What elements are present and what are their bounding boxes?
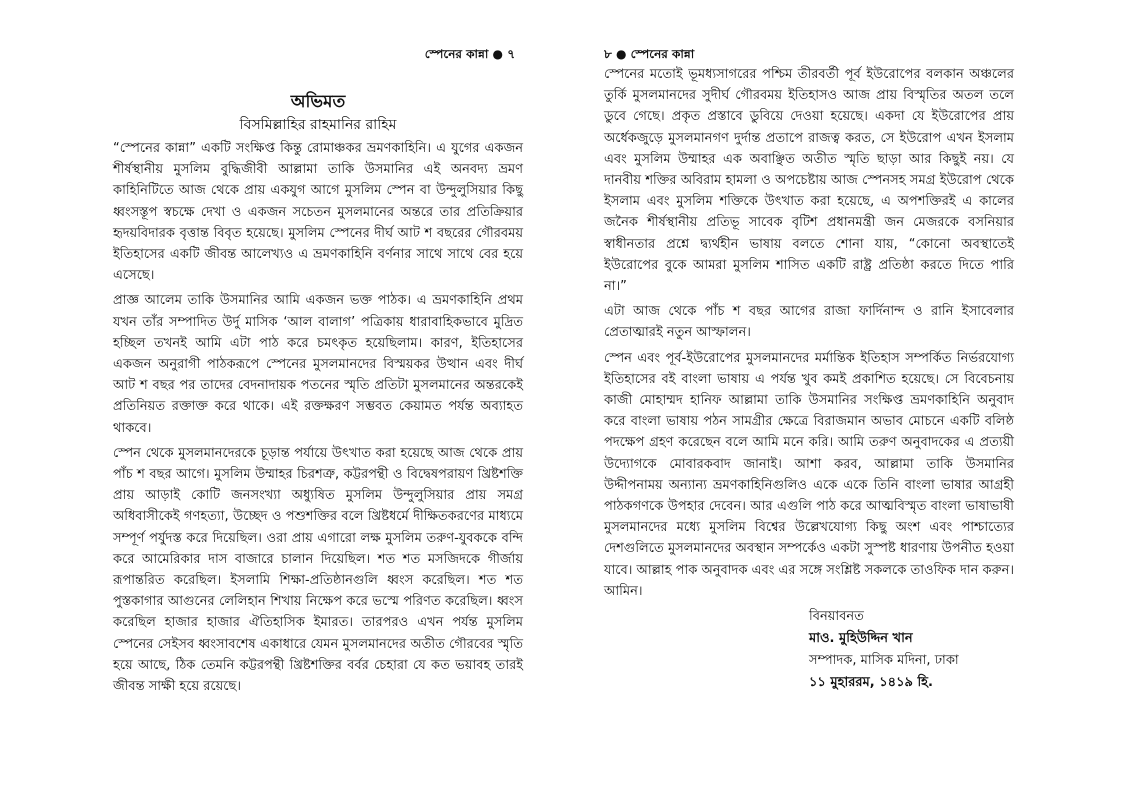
right-page (561, 0, 1122, 793)
paragraph: স্পেন এবং পূর্ব-ইউরোপের মুসলমানদের মর্মান্তিক ইতিহাস সম্পর্কিত নির্ভরযোগ্য ইতিহাসের বই বাংলা ভাষায় এ পর্যন্ত খুব কমই প্রকাশিত হয়েছে। সে বিবেচনায় কাজী মোহাম্মদ হানিফ আল্লামা তাকি উসমানির সংক্ষিপ্ত ভ্রমণকাহিনি অনুবাদ করে বাংলা ভাষায় পঠন সামগ্রীর ক্ষেত্রে বিরাজমান অভাব মোচনে একটি বলিষ্ঠ পদক্ষেপ গ্রহণ করেছেন বলে আমি মনে করি। আমি তরুণ অনুবাদকের এ প্রত্যয়ী উদ্যোগকে মোবারকবাদ জানাই। আশা করব, আল্লামা তাকি উসমানির উদ্দীপনাময় অন্যান্য ভ্রমণকাহিনিগুলিও একে একে তিনি বাংলা ভাষার আগ্রহী পাঠকগণকে উপহার দেবেন। আর এগুলি পাঠ করে আত্মবিস্মৃত বাংলা ভাষাভাষী মুসলমানদের মধ্যে মুসলিম বিশ্বের উল্লেখযোগ্য কিছু অংশ এবং পাশ্চাত্যের দেশগুলিতে মুসলমানদের অবস্থান সম্পর্কেও একটা সুস্পষ্ট ধারণায় উপনীত হওয়া যাবে। আল্লাহ পাক অনুবাদক এবং এর সঙ্গে সংশ্লিষ্ট সকলকে তাওফিক দান করুন। আমিন। (604, 350, 1014, 599)
paragraph: প্রাজ্ঞ আলেম তাকি উসমানির আমি একজন ভক্ত পাঠক। এ ভ্রমণকাহিনি প্রথম যখন তাঁর সম্পাদিত উর্দু মাসিক ‘আল বালাগ’ পত্রিকায় ধারাবাহিকভাবে মুদ্রিত হচ্ছিল তখনই আমি এটা পাঠ করে চমৎকৃত হয়েছিলাম। কারণ, ইতিহাসের একজন অনুরাগী পাঠকরূপে স্পেনের মুসলমানদের বিস্ময়কর উত্থান এবং দীর্ঘ আট শ বছর পর তাদের বেদনাদায়ক পতনের স্মৃতি প্রতিটা মুসলমানের অন্তরকেই প্রতিনিয়ত রক্তাক্ত করে থাকে। এই রক্তক্ষরণ সম্ভবত কেয়ামত পর্যন্ত অব্যাহত থাকবে। (113, 293, 523, 436)
running-head-right: ৮ ● স্পেনের কান্না (604, 47, 695, 61)
signature-date: ১১ মুহাররম, ১৪১৯ হি. (809, 675, 933, 691)
paragraph: “স্পেনের কান্না” একটি সংক্ষিপ্ত কিন্তু রোমাঞ্চকর ভ্রমণকাহিনি। এ যুগের একজন শীর্ষস্থানীয় মুসলিম বুদ্ধিজীবী আল্লামা তাকি উসমানির এই অনবদ্য ভ্রমণ কাহিনিটিতে আজ থেকে প্রায় একযুগ আগে মুসলিম স্পেন বা উন্দুলুসিয়ার কিছু ধ্বংসস্তূপ স্বচক্ষে দেখা ও একজন সচেতন মুসলমানের অন্তরে তার প্রতিক্রিয়ার হৃদয়বিদারক বৃত্তান্ত বিবৃত হয়েছে। মুসলিম স্পেনের দীর্ঘ আট শ বছরের গৌরবময় ইতিহাসের একটি জীবন্ত আলেখ্যও এ ভ্রমণকাহিনি বর্ণনার সাথে সাথে বের হয়ে এসেছে। (113, 141, 523, 284)
left-text-block (113, 90, 523, 701)
running-head-left: স্পেনের কান্না ● ৭ (424, 47, 515, 61)
foreword-title: অভিমত (290, 92, 346, 112)
paragraph: এটা আজ থেকে পাঁচ শ বছর আগের রাজা ফার্দিনান্দ ও রানি ইসাবেলার প্রেতাত্মারই নতুন আস্ফালন। (604, 304, 1014, 341)
signature-closing: বিনয়াবনত (809, 609, 864, 625)
signature-block (604, 606, 1014, 694)
signature-name: মাও. মুহিউদ্দিন খান (809, 631, 913, 647)
signature-role: সম্পাদক, মাসিক মদিনা, ঢাকা (809, 653, 959, 669)
paragraph: স্পেনের মতোই ভূমধ্যসাগরের পশ্চিম তীরবর্তী পূর্ব ইউরোপের বলকান অঞ্চলের তুর্কি মুসলমানদের সুদীর্ঘ গৌরবময় ইতিহাসও আজ প্রায় বিস্মৃতির অতল তলে ডুবে গেছে। প্রকৃত প্রস্তাবে ডুবিয়ে দেওয়া হয়েছে। একদা যে ইউরোপের প্রায় অর্ধেকজুড়ে মুসলমানগণ দুর্দান্ত প্রতাপে রাজত্ব করত, সে ইউরোপ এখন ইসলাম এবং মুসলিম উম্মাহর এক অবাঞ্ছিত অতীত স্মৃতি ছাড়া আর কিছুই নয়। যে দানবীয় শক্তির অবিরাম হামলা ও অপচেষ্টায় আজ স্পেনসহ সমগ্র ইউরোপ থেকে ইসলাম এবং মুসলিম শক্তিকে উৎখাত করা হয়েছে, এ অপশক্তিরই এ কালের জনৈক শীর্ষস্থানীয় প্রতিভূ সাবেক বৃটিশ প্রধানমন্ত্রী জন মেজরকে বসনিয়ার স্বাধীনতার প্রশ্নে দ্ব্যর্থহীন ভাষায় বলতে শোনা যায়, “কোনো অবস্থাতেই ইউরোপের বুকে আমরা মুসলিম শাসিত একটি রাষ্ট্র প্রতিষ্ঠা করতে দিতে পারি না।” (604, 67, 1014, 295)
bismillah-line: বিসমিল্লাহির রাহমানির রাহিম (239, 117, 397, 133)
paragraph: স্পেন থেকে মুসলমানদেরকে চূড়ান্ত পর্যায়ে উৎখাত করা হয়েছে আজ থেকে প্রায় পাঁচ শ বছর আগে। মুসলিম উম্মাহর চিরশত্রু, কট্টরপন্থী ও বিদ্বেষপরায়ণ খ্রিষ্টশক্তি প্রায় আড়াই কোটি জনসংখ্যা অধ্যুষিত মুসলিম উন্দুলুসিয়ার প্রায় সমগ্র অধিবাসীকেই গণহত্যা, উচ্ছেদ ও পশুশক্তির বলে খ্রিষ্টধর্মে দীক্ষিতকরণের মাধ্যমে সম্পূর্ণ পর্যুদস্ত করে দিয়েছিল। ওরা প্রায় এগারো লক্ষ মুসলিম তরুণ-যুবককে বন্দি করে আমেরিকার দাস বাজারে চালান দিয়েছিল। শত শত মসজিদকে গীর্জায় রূপান্তরিত করেছিল। ইসলামি শিক্ষা-প্রতিষ্ঠানগুলি ধ্বংস করেছিল। শত শত পুস্তকাগার আগুনের লেলিহান শিখায় নিক্ষেপ করে ভস্মে পরিণত করেছিল। ধ্বংস করেছিল হাজার হাজার ঐতিহাসিক ইমারত। তারপরও এখন পর্যন্ত মুসলিম স্পেনের সেইসব ধ্বংসাবশেষ একাধারে যেমন মুসলমানদের অতীত গৌরবের স্মৃতি হয়ে আছে, ঠিক তেমনি কট্টরপন্থী খ্রিষ্টশক্তির বর্বর চেহারা যে কত ভয়াবহ তারই জীবন্ত সাক্ষী হয়ে রয়েছে। (113, 445, 523, 695)
right-text-block (604, 64, 1014, 694)
